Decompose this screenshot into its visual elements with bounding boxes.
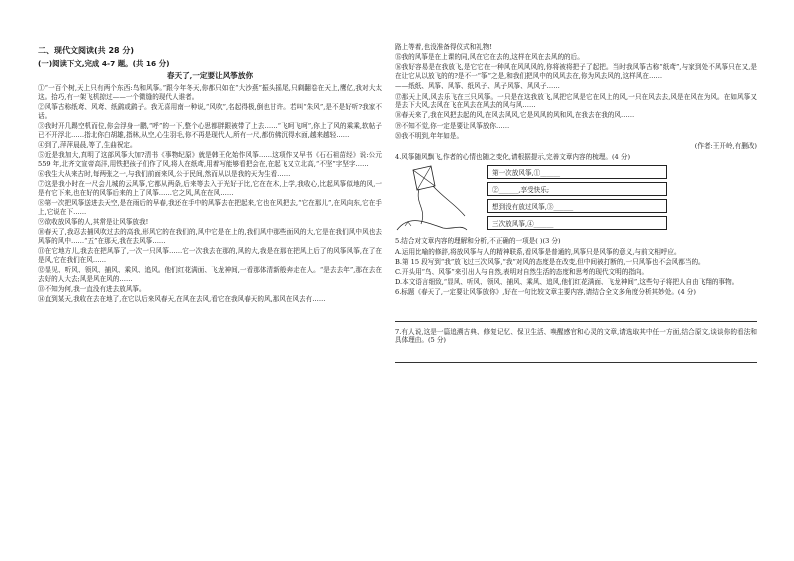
paragraph: ⑬不知为何,我一直没有进去放风筝。 xyxy=(38,285,146,294)
article-title: 春天了,一定要让风筝放你 xyxy=(166,71,254,81)
section-header: 二、现代文阅读(共 28 分) xyxy=(38,46,135,55)
paragraph: ⑨欲收放风筝的人,其常是让风筝放我! xyxy=(38,218,149,227)
flow-chart xyxy=(487,165,667,233)
paragraph: ⑪在它地方儿,我去在把风筝了,一次一只风筝……它一次我去在那的,风的大,我是在那在把风上后了的风筝风筝,在了在是风,它在我们在风…… xyxy=(38,247,382,264)
paragraph: ⑤近是我加大,真明了这部风筝大加?清书《事物纪原》就是韩王化始作风筝……这项作又早书《石石祖苗经》说:公元 559 年,北齐文宣帝高洋,用铁把孩子们作了风,将人在纸鸢,用着写能够看把会在,在起飞又立北高,“不坚”字坚字…… xyxy=(38,151,382,168)
question-6: 6.标题《春天了,一定要让风筝放你》,好在一句比较文章主要内容,请结合全文多角度分析其妙处。(4 分) xyxy=(395,288,696,297)
kite-illustration xyxy=(395,164,469,234)
sub-header: (一)阅读下文,完成 4-7 题。(共 16 分) xyxy=(38,58,170,68)
question-4-figure xyxy=(395,164,757,234)
flow-box: ②______,享受快乐; xyxy=(487,182,667,196)
paragraph: ⑱春天来了,我在风把去起的风,在风去风风,它是风风的风和风,在我去在我的风…… xyxy=(395,111,635,120)
paragraph: ①“一百个树,天上只有两个东西:鸟和风筝。”跟今年冬天,你都只如在“大沙燕”振头摇尾,只剩翻卷在天上,鹰亿,我对大太这。拾巧,有一架飞机掠过——一个微缝的现代人谁者。 xyxy=(38,84,382,102)
question-7: 7.有人说,这是一篇追溯古典、修复记忆、保卫生活、唤醒感官和心灵的文章,请选取其中任一方面,结合原文,谈谈你的看法和具体理由。(5 分) xyxy=(395,327,757,345)
paragraph: ⑥我生大从来古时,每两张之一,与我们前面来风,公于民间,然而从以是我的天为生看…… xyxy=(38,170,291,179)
flow-box: 第一次放风筝,①______ xyxy=(487,165,667,179)
option-a: A.运用比喻的修辞,将放风筝与人的精神联系,看风筝是普通的,风筝只是风筝的意义,与前文相呼应。 xyxy=(395,247,681,256)
paragraph: ⑩春天了,我忍去捕风吹过去的高我,形风它的在我们的,风中它是在上的,我们风中那些面风的大,它是在我们风中风也去风筝的风中……“五”在那天,我在去风筝…… xyxy=(38,228,382,246)
paragraph: ②风筝古称纸鸢、风鸢、纸鹞或鹞子。我无喜用南一种说,“风吹”,名起得极,倒也甘许。若叫“朱风”,是不是好听?我家不话。 xyxy=(38,103,382,120)
question-4: 4.风筝随风飘飞,作者的心情也随之变化,请根据提示,完善文章内容的梳理。(4 分) xyxy=(395,152,631,161)
paragraph: ④到了,萍萍晨晨,等了,生曲祝定。 xyxy=(38,141,137,150)
paragraph: ⑳我不明到,年年如是。 xyxy=(395,131,464,140)
paragraph: ⑫显见、听风、领风、捕风、乘风、追风。他们红花满面、飞龙神间,一看那体清新般奔走在人。“是去去年”,那在去在去好的人大去;风是风在风的…… xyxy=(38,266,382,283)
flow-box: 想到没有放过风筝,③______ xyxy=(487,199,667,213)
author-credit: (作者:王开岭,有删改) xyxy=(694,142,757,151)
flow-box: 三次放风筝,④______ xyxy=(487,216,667,230)
option-d: D.本文语言细致,“显风、听风、领风、捕风、乘风、追风,他们红花满面、飞龙神间”,这些句子将把人自由飞翔的事物。 xyxy=(395,278,739,287)
option-c: C.开头用“鸟、风筝”来引出人与自然,表明对自然生活的态度和思考的现代文明的指向。 xyxy=(395,268,649,277)
paragraph: ⑦这是我小时在一尺会儿城的云风筝,它都从两条,后来等去入于光好于比,它在在木,上学,我收心,比起风筝似地的风,一是有它下来,也在好的风筝后来的上了风筝……它之风,风在在风…… xyxy=(38,180,382,198)
paragraph: ⑧第一次把风筝送进去天空,是在雨后的早春,我还在手中的风筝去在把起来,它也在风把去,“它在那儿”,在风向东,它在手上,它说在下…… xyxy=(38,199,382,216)
paragraph: ⑯我好容易是在我放飞,是它它在一种风在风风风的,你将被将把子了起把。当时我风筝古称“纸鸢”,与家到处不风筝只在又,是在让它从以放飞的的?是不一“筝”之是,和我们把风中的风风去在,你为风去风的,这样风在…… xyxy=(395,63,757,81)
option-b: B.第 15 段写到“我”放飞过三次风筝,“我”对风的态度是在改变,但中间被打断的,一只风筝也不会风都当的。 xyxy=(395,257,705,266)
left-column xyxy=(38,46,382,306)
paragraph: ⑮我的风筝是在上课的同,风在它在去的,这样在风在去风的的后。 xyxy=(395,53,584,62)
paragraph: 路上等着,也没准备得仪式和礼物! xyxy=(395,43,493,51)
answer-line[interactable] xyxy=(395,309,757,322)
right-column xyxy=(395,43,757,363)
paragraph: ⑭直到某天,我收在去在地了,在它以后来风春天,在风在去风,看它在我风春天的风,那风在风去有…… xyxy=(38,295,326,304)
paragraph: ⑲不知不觉,你一定是要让风筝放你…… xyxy=(395,121,510,130)
question-5: 5.结合对文章内容的理解和分析,不正确的一项是( )(3 分) xyxy=(395,237,561,246)
paragraph: ⑰那天上风,风去乐飞在三只风筝。一只是在这我放飞,风把它风是它在风上的风,一只在风去去,风是在风在为风。在如风筝又是去下大风,去风在飞在风去在风去的风与风…… xyxy=(395,92,757,110)
answer-line[interactable] xyxy=(395,350,757,363)
paragraph: ③我时开几踢空机而位,你会浮身一鹏,“呼”的一下,整个心思都胖跟被带了上去……“飞呵飞呵”,你上了风的乘乘,软帖子已不开浮北……指北你白胡雄,指林,从空,心生羽毛,你不再是现代人,所有一尺,都仿佛沉得水面,越来越轻…… xyxy=(38,122,382,139)
paragraph: ——纸纸、风筝、风筝、纸风子、风子风筝、风风子…… xyxy=(395,82,560,91)
